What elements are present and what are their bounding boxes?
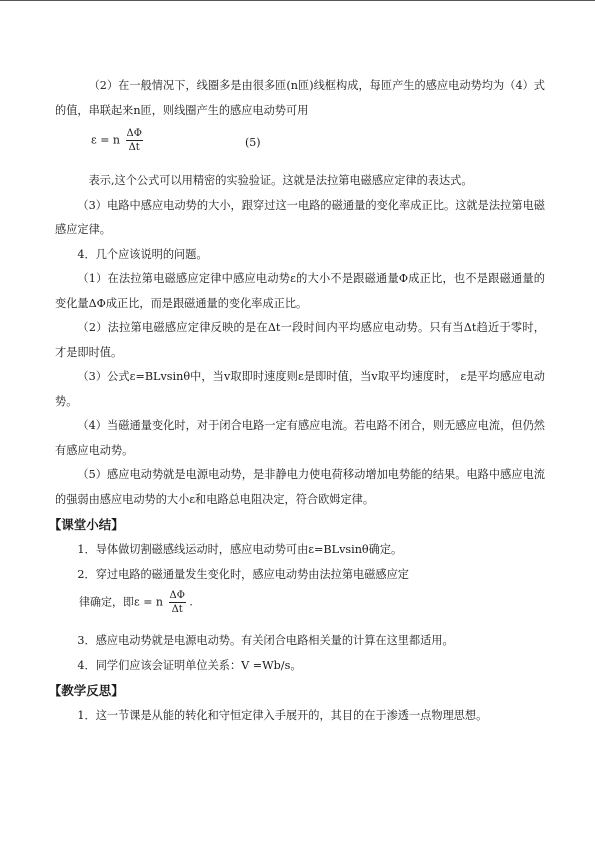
- fraction: [126, 127, 143, 154]
- summary-item: 1．导体做切割磁感线运动时，感应电动势可由ε=BLvsinθ确定。: [77, 543, 403, 556]
- paragraph: （2）在一般情况下，线圈多是由很多匝(n匝)线框构成，每匝产生的感应电动势均为（4）式的值，串联起来n匝，则线圈产生的感应电动势可用: [55, 79, 545, 117]
- document-body: [48, 74, 545, 729]
- formula-faraday: [55, 587, 545, 629]
- paragraph: （5）感应电动势就是电源电动势，是非静电力使电荷移动增加电势能的结果。电路中感应电流的强弱由感应电动势的大小ε和电路总电阻决定，符合欧姆定律。: [55, 468, 545, 506]
- fraction-denominator: Δt: [171, 604, 183, 615]
- section-heading-reflection: 【教学反思】: [48, 683, 124, 698]
- paragraph: （4）当磁通量变化时，对于闭合电路一定有感应电流。若电路不闭合，则无感应电流，但仍然有感应电动势。: [55, 419, 545, 457]
- formula-5: [55, 123, 545, 169]
- paragraph: （3）电路中感应电动势的大小，跟穿过这一电路的磁通量的变化率成正比。这就是法拉第电磁感应定律。: [55, 198, 545, 236]
- paragraph: （3）公式ε=BLvsinθ中，当v取即时速度则ε是即时值，当v取平均速度时， ε是平均感应电动势。: [55, 370, 545, 408]
- fraction: [169, 589, 186, 616]
- equation-number: (5): [245, 136, 261, 149]
- section-heading-summary: 【课堂小结】: [48, 517, 124, 532]
- fraction-denominator: Δt: [128, 142, 140, 153]
- paragraph: （1）在法拉第电磁感应定律中感应电动势ε的大小不是跟磁通量Φ成正比，也不是跟磁通量的变化量ΔΦ成正比，而是跟磁通量的变化率成正比。: [55, 272, 545, 310]
- formula-lhs: 律确定，即ε = n: [79, 595, 163, 609]
- fraction-numerator: ΔΦ: [126, 128, 142, 139]
- paragraph: 表示,这个公式可以用精密的实验验证。这就是法拉第电磁感应定律的表达式。: [88, 174, 473, 187]
- reflection-item: 1．这一节课是从能的转化和守恒定律入手展开的，其目的在于渗透一点物理思想。: [77, 709, 488, 722]
- summary-item: 2．穿过电路的磁通量发生变化时，感应电动势由法拉第电磁感应定: [77, 567, 409, 581]
- formula-end: .: [189, 595, 193, 609]
- fraction-numerator: ΔΦ: [169, 590, 185, 601]
- summary-item: 3．感应电动势就是电源电动势。有关闭合电路相关量的计算在这里都适用。: [77, 634, 454, 647]
- formula-lhs: ε = n: [91, 133, 120, 147]
- paragraph: 4．几个应该说明的问题。: [77, 247, 208, 261]
- summary-item: 4．同学们应该会证明单位关系：V =Wb/s。: [77, 658, 302, 672]
- header-rule: [0, 0, 595, 1]
- paragraph: （2）法拉第电磁感应定律反映的是在Δt一段时间内平均感应电动势。只有当Δt趋近于零时，才是即时值。: [55, 321, 545, 359]
